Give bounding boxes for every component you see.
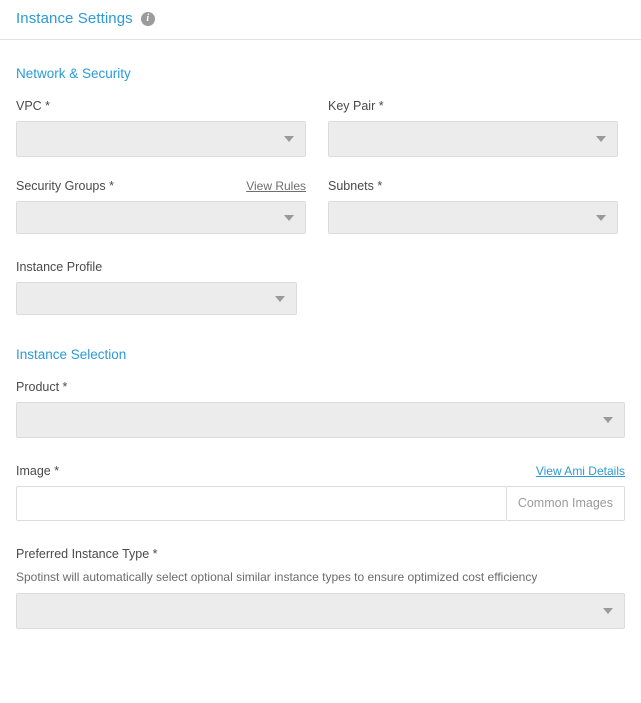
key-pair-label: Key Pair * <box>328 99 384 113</box>
image-input-group <box>16 486 625 521</box>
page-header <box>0 0 641 40</box>
chevron-down-icon <box>284 215 294 221</box>
chevron-down-icon <box>603 608 613 614</box>
vpc-label: VPC * <box>16 99 51 113</box>
image-input[interactable] <box>16 486 507 521</box>
image-label-row <box>16 464 625 479</box>
product-select[interactable] <box>16 402 625 438</box>
chevron-down-icon <box>603 417 613 423</box>
security-groups-select[interactable] <box>16 201 306 234</box>
field-key-pair <box>328 99 618 157</box>
field-image <box>16 464 625 521</box>
field-vpc <box>16 99 306 157</box>
instance-profile-select[interactable] <box>16 282 297 315</box>
chevron-down-icon <box>284 136 294 142</box>
form-body <box>0 66 641 629</box>
common-images-button[interactable]: Common Images <box>507 486 625 521</box>
field-subnets <box>328 179 618 234</box>
chevron-down-icon <box>596 215 606 221</box>
field-product <box>16 380 625 438</box>
view-ami-details-link[interactable]: View Ami Details <box>535 464 625 478</box>
section-title-network-security: Network & Security <box>16 66 131 81</box>
image-label: Image * <box>16 464 60 478</box>
subnets-select[interactable] <box>328 201 618 234</box>
field-security-groups <box>16 179 306 234</box>
preferred-instance-type-select[interactable] <box>16 593 625 629</box>
key-pair-select[interactable] <box>328 121 618 157</box>
row-security-groups-subnets <box>16 179 625 234</box>
section-title-instance-selection: Instance Selection <box>16 347 127 362</box>
view-rules-link[interactable]: View Rules <box>246 179 306 193</box>
info-icon[interactable]: i <box>141 12 155 26</box>
chevron-down-icon <box>275 296 285 302</box>
field-instance-profile <box>16 260 625 315</box>
security-groups-label-row <box>16 179 306 194</box>
instance-profile-label: Instance Profile <box>16 260 103 274</box>
page-title: Instance Settings <box>16 10 133 27</box>
preferred-instance-type-label: Preferred Instance Type * <box>16 547 158 561</box>
vpc-select[interactable] <box>16 121 306 157</box>
preferred-instance-type-helper: Spotinst will automatically select optional similar instance types to ensure optimized cost efficiency <box>16 570 538 584</box>
subnets-label: Subnets * <box>328 179 383 193</box>
row-vpc-keypair <box>16 99 625 157</box>
product-label: Product * <box>16 380 68 394</box>
security-groups-label: Security Groups * <box>16 179 114 193</box>
field-preferred-instance-type <box>16 547 625 629</box>
chevron-down-icon <box>596 136 606 142</box>
